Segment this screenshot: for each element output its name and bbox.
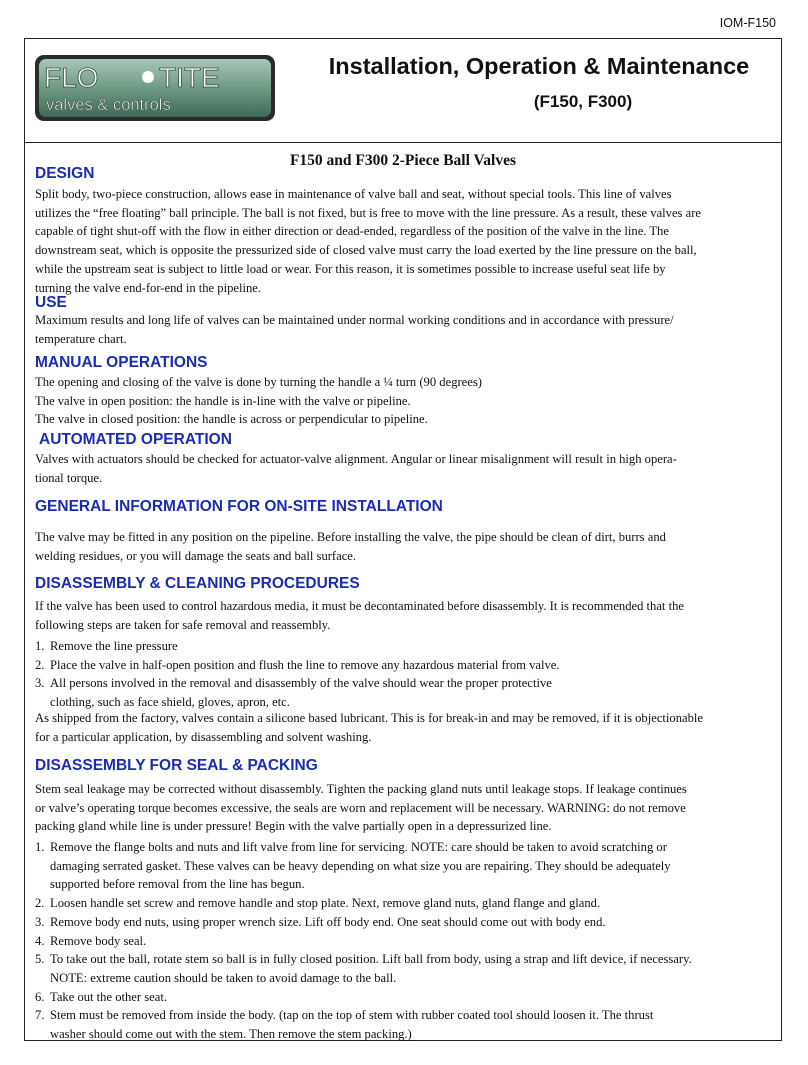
document-title: F150 and F300 2-Piece Ball Valves [289,152,517,169]
use-paragraph: Maximum results and long life of valves can be maintained under normal working conditions and in accordance with pressure/ temperature chart. [35,313,674,346]
list-item: 2. Loosen handle set screw and remove handle and stop plate. Next, remove gland nuts, gland flange and gland. [35,896,601,911]
use-heading: USE [35,294,67,311]
disassembly-cleaning-intro: If the valve has been used to control hazardous media, it must be decontaminated before disassembly. It is recommended that the following steps are taken for safe removal and reassembly. [35,599,684,632]
automated-operation-heading: AUTOMATED OPERATION [39,431,232,448]
disassembly-cleaning-heading: DISASSEMBLY & CLEANING PROCEDURES [35,575,360,592]
list-item: 3. Remove body end nuts, using proper wrench size. Lift off body end. One seat should come out with body end. [35,914,606,929]
list-item: 3. All persons involved in the removal and disassembly of the valve should wear the proper protective clothing, such as face shield, gloves, apron, etc. [35,676,552,710]
svg-text:FLO: FLO [44,62,99,93]
design-paragraph: Split body, two-piece construction, allows ease in maintenance of valve ball and seat, without special tools. This line of valves utilizes the “free floating” ball principle. The ball is not fixed, but is free to move with the line pressure. As a result, these valves are capable of tight shut-off with the flow in either direction or dead-ended, regardless of the position of the valve in the line. The downstream seat, which is opposite the pressurized side of closed valve must carry the load exerted by the line pressure on the ball, while the upstream seat is subject to little load or wear. For this reason, it is sometimes possible to increase useful seat life by turning the valve end-for-end in the pipeline. [35,187,701,295]
list-item: 4. Remove body seal. [35,933,147,948]
svg-text:TITE: TITE [159,62,220,93]
manual-operations-paragraph: The opening and closing of the valve is done by turning the handle a ¼ turn (90 degrees) The valve in open position: the handle is in-line with the valve or pipeline. The valve in closed position: the handle is across or perpendicular to pipeline. [35,375,482,427]
disassembly-cleaning-steps [35,637,775,712]
list-item: 1. Remove the flange bolts and nuts and lift valve from line for servicing. NOTE: care should be taken to avoid scratching or damaging serrated gasket. These valves can be heavy depending on what size you are repairing. They should be adequately supported before removal from the line has begun. [35,840,671,892]
seal-packing-intro: Stem seal leakage may be corrected without disassembly. Tighten the packing gland nuts until leakage stops. If leakage continues or valve’s operating torque becomes excessive, the seals are worn and replacement will be necessary. WARNING: do not remove packing gland while line is under pressure! Begin with the valve partially open in a depressurized line. [35,782,687,834]
list-item: 5. To take out the ball, rotate stem so ball is in fully closed position. Lift ball from body, using a strap and lift device, if necessary. NOTE: extreme caution should be taken to avoid damage to the ball. [35,952,692,985]
document-id: IOM-F150 [719,16,776,30]
list-item: 6. Take out the other seat. [35,989,167,1004]
list-item: 1. Remove the line pressure [35,639,178,653]
list-item: 2. Place the valve in half-open position and flush the line to remove any hazardous material from valve. [35,657,560,672]
manual-operations-heading: MANUAL OPERATIONS [35,354,208,371]
header [25,39,781,143]
flo-tite-logo [34,54,276,122]
list-item: 7. Stem must be removed from inside the body. (tap on the top of stem with rubber coated tool should loosen it. The thrust washer should come out with the stem. Then remove the stem packing.) [35,1008,654,1042]
page-frame [24,38,782,1041]
general-information-heading: GENERAL INFORMATION FOR ON-SITE INSTALLATION [35,498,443,515]
disassembly-cleaning-outro: As shipped from the factory, valves contain a silicone based lubricant. This is for break-in and may be removed, if it is objectionable for a particular application, by disassembling and solvent washing. [35,711,703,744]
automated-operation-paragraph: Valves with actuators should be checked for actuator-valve alignment. Angular or linear misalignment will result in high opera- tional torque. [35,452,677,485]
page-subtitle: (F150, F300) [533,92,633,111]
general-information-paragraph: The valve may be fitted in any position on the pipeline. Before installing the valve, the pipe should be clean of dirt, burrs and welding residues, or you will damage the seats and ball surface. [35,530,666,563]
seal-packing-steps [35,838,775,1044]
design-heading: DESIGN [35,165,95,182]
svg-text:valves & controls: valves & controls [46,96,171,114]
seal-packing-heading: DISASSEMBLY FOR SEAL & PACKING [35,757,318,774]
page-title: Installation, Operation & Maintenance [328,53,750,79]
